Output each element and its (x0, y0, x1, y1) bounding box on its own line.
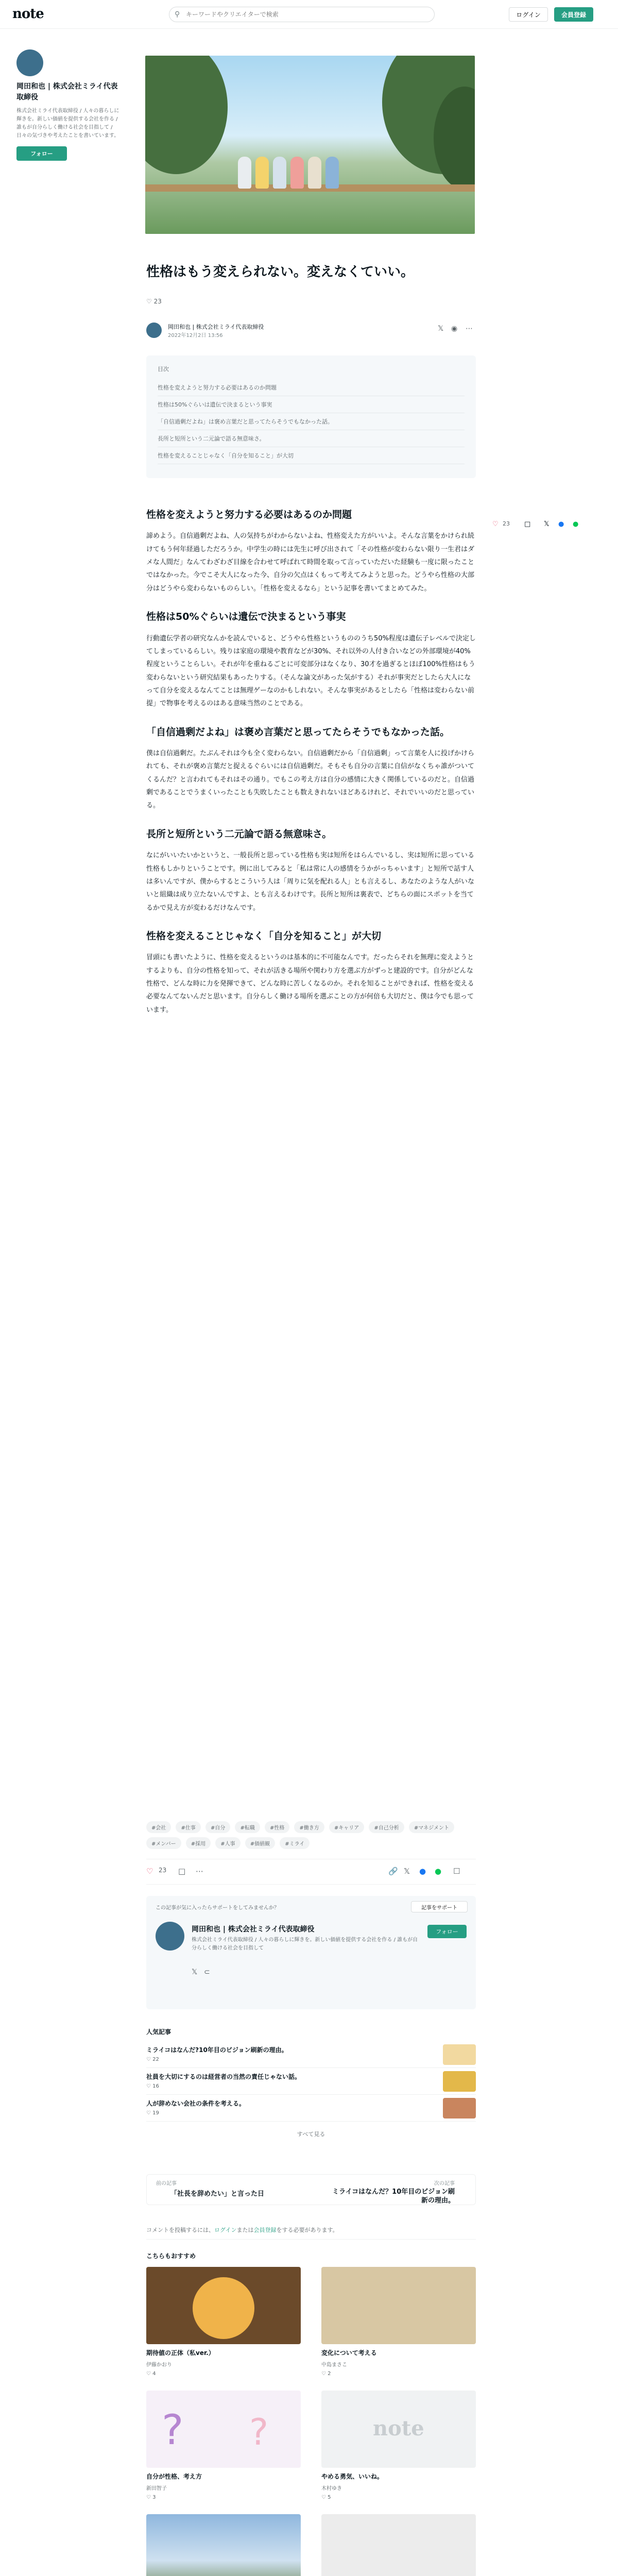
list-item[interactable] (146, 2068, 476, 2095)
like-count: 5 (328, 2495, 331, 2500)
section-text: 諦めよう。自信過剰だよね、人の気持ちがわからないよね、性格変えた方がいいよ。そんな言葉をかけられ続けてもう何年経過しただろうか。中学生の時には先生に呼び出されて「その性格が変わらない限り一生君はダメな人間だ」なんてわざわざ目線を合わせて呼ばれて時間を取って言っていただいた経験も一度に限ったことではなかった。今でこそ大人になった今、自分の欠点はくもって考えてみようと思った。どうやら性格の大部分はどうやら変わらないものらしい。「性格を変えるなら」という記事を書いてまとめてみた。 (146, 532, 475, 592)
more-icon[interactable]: ⋯ (466, 325, 473, 333)
section-text: なにがいいたいかというと、一般長所と思っている性格も実は短所をはらんでいるし、実は短所に思っている性格もしかりということです。例に出してみると「私は常に人の感情をうかがっちゃいます」と短所で話す人は多いんですが、僕からするとこういう人は「周りに気を配れる人」とも言えるし、あなたのような人がいないと組織は成り立たないんですよ、とも言えるわけです。長所と短所は裏表で、どちらの面にスポットを当てるかで見え方が変わるだけなんです。 (146, 852, 475, 912)
card-title[interactable]: 期待値の正体（私ver.） (146, 2349, 215, 2357)
recommended-card[interactable] (146, 2267, 301, 2377)
hashtag[interactable]: #ミライ (280, 1837, 310, 1849)
hero-image (145, 56, 475, 234)
x-share-icon[interactable]: 𝕏 (404, 1867, 410, 1876)
heart-icon: ♡ (146, 298, 152, 305)
section-heading: 性格を変えようと努力する必要はあるのか問題 (146, 509, 352, 520)
comment-login-link[interactable]: ログイン (214, 2227, 237, 2233)
article-navigation (146, 2174, 476, 2205)
login-button[interactable]: ログイン (509, 7, 548, 22)
recommended-card[interactable] (321, 2267, 476, 2377)
hashtag[interactable]: #会社 (146, 1821, 171, 1833)
action-bar (146, 1859, 476, 1885)
face-shape (193, 2277, 254, 2339)
search-input[interactable] (186, 7, 428, 22)
heart-icon: ♡ (321, 2495, 326, 2500)
section-text: 冒頭にも書いたように、性格を変えるというのは基本的に不可能なんです。だったらそれを無理に変えようとするよりも、自分の性格を知って、それが活きる場所や関わり方を選ぶ方がずっと建設的です。自分がどんな性格で、どんな時に力を発揮できて、どんな時に苦しくなるのか。それを知ることができれば、性格を変える必要なんてないんだと思います。自分らしく働ける場所を選ぶことの方が何倍も大切だと、僕は今でも思っています。 (146, 954, 474, 1014)
heart-icon: ♡ (146, 2495, 151, 2500)
tree-left (145, 56, 228, 174)
author-row (146, 321, 476, 339)
card-likes (321, 2495, 476, 2500)
hashtag[interactable]: #働き方 (294, 1821, 324, 1833)
card-author[interactable]: 木村ゆき (321, 2486, 342, 2492)
person-4 (290, 157, 304, 189)
popular-articles (146, 2027, 476, 2146)
search-box[interactable] (169, 7, 435, 22)
author-name[interactable]: 岡田和也 | 株式会社ミライ代表取締役 (168, 324, 264, 330)
like-count-top[interactable] (146, 298, 162, 305)
thumbnail[interactable] (443, 2044, 476, 2065)
facebook-icon[interactable]: ● (558, 520, 564, 528)
x-share-icon[interactable]: 𝕏 (438, 325, 444, 333)
next-label: 次の記事 (434, 2181, 455, 2187)
see-all-link[interactable]: すべて見る (297, 2131, 325, 2138)
section-heading: 性格を変えることじゃなく「自分を知ること」が大切 (146, 930, 382, 942)
item-title[interactable]: 社員を大切にするのは経営者の当然の責任じゃない話。 (146, 2073, 301, 2080)
rss-icon[interactable]: ⊂ (204, 1968, 210, 1976)
card-title[interactable]: 自分が性格、考え方 (146, 2473, 202, 2480)
hashtag-list (146, 1821, 476, 1853)
follow-button[interactable]: フォロー (427, 1925, 467, 1938)
recommended-card[interactable] (146, 2391, 301, 2500)
floating-like-count: 23 (503, 520, 510, 527)
list-item[interactable] (146, 2041, 476, 2068)
hashtag[interactable]: #自分 (205, 1821, 230, 1833)
person-5 (308, 157, 321, 189)
follow-button[interactable]: フォロー (16, 146, 67, 161)
x-share-icon[interactable]: 𝕏 (544, 520, 550, 528)
heart-icon: ♡ (146, 2371, 151, 2377)
hashtag[interactable]: #価値観 (245, 1837, 275, 1849)
card-image (321, 2514, 476, 2576)
like-count: 22 (152, 2057, 159, 2062)
like-heart-icon[interactable]: ♡ (146, 1867, 153, 1876)
hashtag[interactable]: #メンバー (146, 1837, 181, 1849)
card-title[interactable]: やめる勇気、いいね。 (321, 2473, 384, 2480)
global-header (0, 0, 618, 29)
comment-icon[interactable]: □ (524, 520, 531, 528)
question-mark-shape: ? (249, 2411, 269, 2453)
card-image (146, 2267, 301, 2344)
article-title: 性格はもう変えられない。変えなくていい。 (146, 264, 415, 280)
item-title[interactable]: 人が辞めない会社の条件を考える。 (146, 2100, 246, 2107)
signup-button[interactable]: 会員登録 (554, 7, 593, 22)
note-placeholder-logo: note (373, 2416, 424, 2441)
like-count: 4 (152, 2371, 156, 2377)
comment-text: コメントを投稿するには、 (146, 2227, 214, 2233)
support-box (146, 1896, 476, 2009)
person-3 (273, 157, 286, 189)
recommended-section (146, 2251, 476, 2266)
hashtag[interactable]: #自己分析 (369, 1821, 404, 1833)
like-count: 23 (153, 298, 162, 305)
list-item[interactable] (146, 2095, 476, 2122)
item-likes (146, 2057, 159, 2062)
card-author[interactable]: 伊藤かおり (146, 2362, 172, 2368)
prev-article-link[interactable]: 「社長を辞めたい」と言った日 (170, 2190, 265, 2198)
hashtag[interactable]: #性格 (265, 1821, 289, 1833)
link-icon[interactable]: 🔗 (388, 1867, 398, 1876)
bookmark-icon[interactable]: ☐ (453, 1867, 460, 1876)
like-heart-icon[interactable]: ♡ (492, 520, 499, 528)
card-image (146, 2514, 301, 2576)
support-button[interactable]: 記事をサポート (411, 1901, 468, 1912)
comment-notice (146, 2221, 476, 2240)
facebook-icon[interactable]: ● (419, 1867, 426, 1876)
heart-icon: ♡ (146, 2057, 151, 2062)
recommended-card[interactable] (321, 2514, 476, 2576)
person-1 (238, 157, 251, 189)
avatar[interactable] (16, 49, 43, 76)
toc-item[interactable]: 性格を変えようと努力する必要はあるのか問題 (158, 379, 465, 396)
creator-sidebar (16, 49, 119, 161)
toc-item[interactable]: 性格は50%ぐらいは遺伝で決まるという事実 (158, 396, 465, 413)
floating-actions (492, 520, 616, 533)
hashtag[interactable]: #キャリア (329, 1821, 364, 1833)
publish-date: 2022年12月2日 13:56 (168, 333, 223, 338)
comment-icon[interactable]: □ (178, 1867, 186, 1876)
recommended-heading: こちらもおすすめ (146, 2252, 196, 2260)
card-likes (321, 2371, 476, 2377)
hashtag[interactable]: #マネジメント (409, 1821, 454, 1833)
author-name[interactable]: 岡田和也 | 株式会社ミライ代表取締役 (192, 1925, 315, 1934)
section-heading: 性格は50%ぐらいは遺伝で決まるという事実 (146, 611, 346, 623)
section-heading: 「自信過剰だよね」は褒め言葉だと思ってたらそうでもなかった話。 (146, 726, 450, 738)
article-body (146, 507, 476, 1031)
popular-heading: 人気記事 (146, 2028, 171, 2036)
heart-icon: ♡ (146, 2110, 151, 2116)
like-count: 19 (152, 2110, 159, 2116)
toc-heading: 目次 (158, 366, 169, 372)
card-image (321, 2267, 476, 2344)
table-of-contents (146, 355, 476, 478)
card-image (321, 2391, 476, 2468)
heart-icon: ♡ (321, 2371, 326, 2377)
search-icon: ⚲ (175, 10, 180, 19)
section-text: 行動遺伝学者の研究なんかを読んでいると、どうやら性格というもののうち50%程度は遺伝子レベルで決定してしまっているらしい。残りは家庭の環境や教育などが30%、それ以外の人付き合いなどの外部環境が40%程度ということらしい。それが年を重ねるごとに可変部分はなくなり、30才を過ぎるとほぼ100%性格はもう変わらないという研究結果もあったりする。（そんな論文があった気がする）それが事実だとしたら大人になって自分を変えるなんてことは無理ゲーなのかもしれない。そんな事実があるとしたら「性格は変わらない前提」で物事を考えるのはある意味当然のことである。 (146, 634, 476, 708)
item-likes (146, 2083, 159, 2089)
section-text: 僕は自信過剰だ。たぶんそれは今も全く変わらない。自信過剰だから「自信過剰」って言葉を人に投げかけられても、それが褒め言葉だと捉えるぐらいには自信過剰だ。そもそも自分の言葉に自信がなくちゃ誰がついてくるんだ？と言われてもそれはその通り。でもこの考え方は自分の感情に大きく関係しているのだと。自信過剰であることでうまくいったことも失敗したことも数えきれないほどあるけれど、それでいいのだと思っている。 (146, 750, 475, 810)
item-likes (146, 2110, 159, 2116)
card-image (146, 2391, 301, 2468)
toc-item[interactable]: 長所と短所という二元論で語る無意味さ。 (158, 430, 465, 447)
like-count: 16 (152, 2083, 159, 2089)
toc-item[interactable]: 「自信過剰だよね」は褒め言葉だと思ってたらそうでもなかった話。 (158, 413, 465, 430)
item-title[interactable]: ミライコはなんだ?10年目のビジョン刷新の理由。 (146, 2046, 288, 2054)
toc-item[interactable]: 性格を変えることじゃなく「自分を知ること」が大切 (158, 447, 465, 464)
author-bio: 株式会社ミライ代表取締役 / 人々の暮らしに輝きを。新しい価値を提供する会社を作る / 誰もが自分らしく働ける社会を目指して (192, 1937, 418, 1951)
comment-signup-link[interactable]: 会員登録 (253, 2227, 277, 2233)
card-likes (146, 2371, 301, 2377)
hashtag[interactable]: #人事 (215, 1837, 240, 1849)
person-2 (255, 157, 269, 189)
thumbnail[interactable] (443, 2098, 476, 2119)
heart-icon: ♡ (146, 2083, 151, 2089)
thumbnail[interactable] (443, 2071, 476, 2092)
comment-text: または (236, 2227, 254, 2233)
person-6 (325, 157, 339, 189)
card-author[interactable]: 新田智子 (146, 2486, 167, 2492)
like-count: 2 (328, 2371, 331, 2377)
hashtag[interactable]: #転職 (235, 1821, 260, 1833)
hashtag[interactable]: #仕事 (176, 1821, 200, 1833)
hashtag[interactable]: #採用 (186, 1837, 211, 1849)
more-icon[interactable]: ⋯ (196, 1867, 203, 1876)
facebook-icon[interactable]: ◉ (451, 325, 458, 333)
next-article-link[interactable]: ミライコはなんだ？10年目のビジョン刷新の理由。 (332, 2188, 455, 2205)
creator-name[interactable]: 岡田和也 | 株式会社ミライ代表取締役 (16, 82, 118, 101)
like-count: 23 (159, 1867, 167, 1874)
x-profile-icon[interactable]: 𝕏 (192, 1968, 198, 1976)
card-likes (146, 2495, 301, 2500)
note-logo[interactable]: note (12, 6, 44, 22)
question-mark-shape: ? (162, 2406, 184, 2454)
prev-label: 前の記事 (156, 2181, 177, 2187)
comment-text: をする必要があります。 (276, 2227, 338, 2233)
author-avatar[interactable] (146, 323, 162, 338)
section-heading: 長所と短所という二元論で語る無意味さ。 (146, 828, 332, 840)
author-avatar[interactable] (156, 1922, 184, 1951)
support-text: この記事が気に入ったらサポートをしてみませんか？ (156, 1905, 279, 1911)
recommended-card[interactable] (321, 2391, 476, 2500)
like-count: 3 (152, 2495, 156, 2500)
creator-bio: 株式会社ミライ代表取締役 / 人々の暮らしに輝きを。新しい価値を提供する会社を作る / 誰もが自分らしく働ける社会を目指して / 日々の気づきや考えたことを書いています。 (16, 108, 119, 139)
card-author[interactable]: 中島まさこ (321, 2362, 347, 2368)
recommended-card[interactable] (146, 2514, 301, 2576)
card-title[interactable]: 変化について考える (321, 2349, 377, 2357)
line-icon[interactable]: ● (435, 1867, 442, 1876)
line-icon[interactable]: ● (573, 520, 579, 528)
